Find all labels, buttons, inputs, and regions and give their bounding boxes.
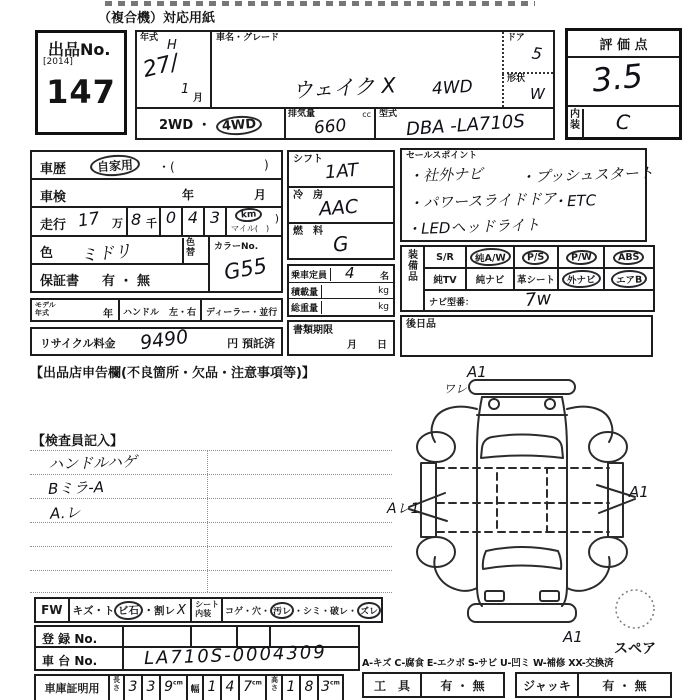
- capacity-row: [289, 266, 393, 283]
- recycle-box: [30, 327, 283, 356]
- registration-divider-0: [122, 627, 124, 646]
- height-d3-cell: [319, 676, 342, 700]
- usage-value-circled: 自家用: [89, 153, 140, 177]
- chassis-number-hw: LA710S-0004309: [143, 641, 328, 670]
- color-no-hw: G55: [222, 253, 269, 285]
- paper-note: （複合機）対応用紙: [98, 11, 216, 26]
- height-cm: cm: [330, 679, 340, 687]
- grade-box: [565, 28, 682, 140]
- mileage-digit3-cell: [205, 208, 227, 235]
- year-month-hw: 1: [181, 82, 190, 97]
- seat-options-cell: [223, 599, 381, 621]
- color-warranty-block: [32, 237, 208, 291]
- later-items-box: [400, 315, 653, 357]
- length-d3-hw: 9: [164, 679, 174, 695]
- car-damage-diagram: [385, 357, 700, 665]
- rear-lamp-left: [485, 591, 504, 601]
- equip-ps-circled: P/S: [522, 249, 550, 265]
- width-d1-hw: 1: [207, 679, 217, 695]
- equip-alloy-circled: 純A/W: [469, 247, 510, 266]
- vehicle-info-box: [135, 30, 555, 140]
- height-label: 高さ: [267, 676, 283, 700]
- payload-label: 積載量: [291, 285, 322, 298]
- height-d1-cell: [283, 676, 301, 700]
- inspector-title: 【検査員記入】: [32, 434, 124, 449]
- fuel-value-hw: G: [331, 231, 350, 257]
- length-label: 長さ: [110, 676, 125, 700]
- ac-value-hw: AAC: [318, 195, 359, 221]
- note-line-7: [30, 592, 392, 593]
- rear-bumper: [468, 604, 576, 622]
- equip-sr: [425, 247, 467, 267]
- lot-label: 出品No.: [48, 40, 111, 59]
- shaken-year-unit: 年: [182, 188, 195, 202]
- width-label: 幅: [188, 676, 204, 700]
- door-cell: [502, 32, 553, 74]
- fw-seat-box: [34, 597, 383, 623]
- documents-units: 月 日: [347, 340, 387, 351]
- fw-x-hw: X: [176, 602, 186, 618]
- shaken-label: 車検: [40, 190, 67, 205]
- mileage-man-hw: 17: [76, 208, 101, 232]
- ac-cell: [289, 188, 393, 224]
- damage-legend: A-キズ C-腐食 E-エクボ S-サビ U-凹ミ W-補修 XX-交換済: [362, 658, 614, 669]
- length-cm: cm: [173, 679, 183, 687]
- declaration-title: 【出品店申告欄(不良箇所・欠品・注意事項等)】: [30, 366, 315, 381]
- damage-mark-left: Aレ1: [387, 501, 420, 517]
- mileage-sen-cell: [128, 208, 161, 235]
- navi-model-row: [425, 287, 653, 312]
- tools-box: [362, 672, 505, 698]
- payload-unit: kg: [378, 286, 389, 296]
- inspector-note-2-hw: Bミラ-A: [47, 478, 105, 498]
- model-year-unit: 年: [103, 309, 113, 320]
- spare-tire-circle: [616, 590, 654, 628]
- mile-label: マイル( ): [231, 224, 270, 233]
- seat-label-cell: シート内装: [192, 599, 223, 621]
- gross-label: 総重量: [291, 301, 322, 314]
- sen-unit: 千: [146, 217, 157, 230]
- mileage-label: 走行: [40, 218, 67, 233]
- height-d3-hw: 3: [321, 679, 331, 695]
- front-light-right: [545, 399, 555, 409]
- inspector-note-1-hw: ハンドルハゲ: [47, 452, 138, 474]
- warranty-label: 保証書: [40, 274, 80, 289]
- mileage-digit2-cell: [183, 208, 205, 235]
- color-no-label: カラーNo.: [214, 242, 259, 252]
- length-d2-hw: 3: [146, 679, 156, 695]
- handle-label: ハンドル: [123, 308, 160, 318]
- lot-number-box: [35, 30, 127, 135]
- clipped-text-line: [105, 1, 535, 6]
- sales-item-4-hw: ・ETC: [551, 191, 597, 211]
- sales-item-1-hw: ・社外ナビ: [407, 164, 484, 186]
- drive-cell: [137, 109, 284, 140]
- equip-tv: [425, 269, 467, 289]
- equip-leather-label: 革シート: [516, 275, 555, 286]
- car-name-hw: ウェイク X: [291, 73, 397, 103]
- model-year-cell: [32, 300, 120, 320]
- registration-divider-1: [190, 627, 192, 646]
- name-label: 車名・グレード: [216, 33, 280, 43]
- later-items-label: 後日品: [406, 319, 436, 330]
- equip-aft-navi-circled: 外ナビ: [561, 269, 600, 288]
- usage-paren-close: ): [264, 158, 269, 172]
- fw-label: FW: [41, 603, 63, 617]
- height-d2-hw: 8: [304, 679, 314, 695]
- length-d1-hw: 3: [128, 679, 138, 695]
- width-d3-hw: 7: [243, 679, 253, 695]
- year-cell: [137, 32, 212, 107]
- width-d3-cell: [240, 676, 267, 700]
- ac-label: 冷 房: [293, 190, 323, 201]
- equip-airbag-circled: エアB: [611, 269, 648, 288]
- km-circled: km: [235, 207, 263, 223]
- color-change-label: 色替: [182, 238, 195, 264]
- height-d1-hw: 1: [286, 679, 296, 695]
- fuel-cell: [289, 224, 393, 258]
- car-grade-hw: 4WD: [431, 76, 474, 100]
- left-rear-wheel: [417, 537, 455, 567]
- sales-points-label: セールスポイント: [406, 151, 478, 161]
- interior-grade-hw: C: [615, 109, 631, 135]
- handle-cell: [120, 300, 202, 320]
- equip-oem-navi-label: 純ナビ: [475, 275, 505, 286]
- displacement-cell: [284, 109, 374, 140]
- equip-aft-navi: [559, 269, 605, 289]
- equip-ps: [515, 247, 559, 267]
- equip-alloy: [467, 247, 515, 267]
- height-d2-cell: [301, 676, 319, 700]
- equip-oem-navi: [467, 269, 515, 289]
- equip-sr-label: S/R: [436, 251, 454, 263]
- history-box: [30, 150, 283, 293]
- equip-pw-circled: P/W: [565, 249, 596, 265]
- damage-mark-top: A1: [467, 363, 487, 381]
- mileage-row: [32, 208, 281, 237]
- dealer-cell: [202, 300, 281, 320]
- drivetrain-box: [287, 150, 395, 260]
- model-year-box: [30, 298, 283, 322]
- month-unit: 月: [193, 93, 203, 104]
- shift-label: シフト: [293, 154, 323, 165]
- model-year-label: モデル年式: [35, 301, 56, 317]
- note-line-3: [30, 498, 392, 499]
- gross-unit: kg: [378, 302, 389, 312]
- roof-panel-dashed: [497, 468, 547, 532]
- left-rear-fender: [434, 557, 477, 591]
- warranty-row: [32, 265, 208, 291]
- width-d1-cell: [204, 676, 222, 700]
- length-d2-cell: [143, 676, 161, 700]
- equip-airbag: [605, 269, 653, 289]
- damage-mark-top-left: ワレ: [443, 382, 468, 396]
- body-right-edge: [562, 397, 567, 606]
- tools-label: 工 具: [364, 674, 422, 696]
- note-line-1: [30, 450, 392, 451]
- note-line-5: [30, 546, 392, 547]
- seat-text-2: ・シミ・破レ・: [293, 606, 357, 617]
- front-light-left: [489, 399, 499, 409]
- recycle-value-hw: 9490: [138, 325, 190, 355]
- lot-number: 147: [46, 73, 116, 111]
- displacement-hw: 660: [313, 115, 348, 139]
- shape-cell: [502, 74, 553, 107]
- registration-divider-2: [236, 627, 238, 646]
- note-divider: [207, 450, 208, 592]
- name-cell: [212, 32, 502, 107]
- door-label: ドア: [507, 33, 525, 43]
- weights-box: [287, 264, 395, 317]
- left-front-fender: [432, 407, 477, 442]
- lot-year-tag: [2014]: [43, 57, 73, 67]
- capacity-value-hw: 4: [345, 264, 355, 282]
- sales-item-2-hw: ・プッシュスタート: [519, 163, 654, 187]
- right-rear-wheel: [589, 537, 627, 567]
- rear-window: [483, 547, 561, 569]
- navi-model-label: ナビ型番：: [429, 298, 475, 308]
- mileage-man-cell: [72, 208, 128, 235]
- drive-2wd: 2WD ・: [159, 118, 211, 133]
- fw-label-cell: [36, 599, 70, 621]
- shift-cell: [289, 152, 393, 188]
- grade-label: 評 価 点: [568, 34, 679, 58]
- equipment-box: [400, 245, 655, 312]
- chassis-divider: [122, 648, 124, 669]
- fw-text-circled: ビ石: [114, 600, 144, 620]
- shift-value-hw: 1AT: [324, 159, 360, 184]
- jack-box: [515, 672, 672, 698]
- garage-label-cell: 車庫証明用: [36, 676, 110, 700]
- mileage-unit-cell: [227, 208, 281, 235]
- note-line-4: [30, 522, 392, 523]
- body-left-edge: [477, 397, 482, 606]
- fuel-label: 燃 料: [293, 226, 323, 237]
- door-value-hw: 5: [530, 43, 544, 64]
- man-unit: 万: [112, 217, 123, 230]
- width-d2-hw: 4: [225, 679, 235, 695]
- note-line-2: [30, 474, 392, 475]
- equip-pw: [559, 247, 605, 267]
- inspector-note-3-hw: A.レ: [49, 503, 81, 523]
- equipment-row-1: [425, 247, 653, 269]
- model-code-cell: [374, 109, 553, 140]
- color-value-hw: ミドリ: [79, 241, 133, 267]
- length-d3-cell: [161, 676, 188, 700]
- model-code-label: 型式: [379, 109, 398, 119]
- grade-score-hw: 3.5: [590, 56, 645, 100]
- usage-label: 車歴: [40, 162, 67, 177]
- length-d1-cell: [125, 676, 143, 700]
- equip-abs: [605, 247, 653, 267]
- jack-label: ジャッキ: [517, 674, 579, 696]
- usage-paren-open: ・(: [158, 160, 175, 174]
- garage-box: [34, 674, 344, 700]
- windshield: [481, 435, 563, 459]
- equipment-label: 装備品: [402, 247, 425, 310]
- mileage-digit1-hw: 0: [165, 208, 177, 227]
- color-row: [32, 237, 208, 265]
- registration-box: [34, 625, 360, 671]
- registration-label: 登 録 No.: [42, 632, 98, 646]
- shaken-month-unit: 月: [254, 188, 267, 202]
- shape-label: 形状: [507, 74, 526, 84]
- model-code-hw: DBA -LA710S: [405, 110, 526, 141]
- equip-abs-circled: ABS: [613, 249, 645, 265]
- color-label: 色: [40, 246, 54, 261]
- mile-paren-close: ): [274, 212, 279, 225]
- mileage-digit3-hw: 3: [209, 208, 221, 227]
- spare-label: スペア: [614, 641, 656, 657]
- recycle-label: リサイクル料金: [40, 337, 116, 350]
- rear-lamp-right: [540, 591, 559, 601]
- vehicle-bottom-row: [137, 107, 553, 141]
- left-front-wheel: [417, 432, 455, 462]
- equip-tv-label: 純TV: [433, 275, 457, 286]
- displacement-label: 排気量: [288, 109, 316, 119]
- right-front-wheel: [589, 432, 627, 462]
- jack-options: 有 ・ 無: [602, 678, 647, 693]
- year-value-hw: 27/: [140, 50, 181, 83]
- seat-text-circled-1: 汚レ: [270, 601, 295, 619]
- damage-mark-bottom: A1: [563, 628, 583, 646]
- usage-row: [32, 152, 281, 180]
- width-cm: cm: [252, 679, 262, 687]
- mileage-digit2-hw: 4: [187, 208, 199, 227]
- equip-leather: [515, 269, 559, 289]
- width-d2-cell: [222, 676, 240, 700]
- equipment-row-2: [425, 269, 653, 291]
- seat-text-1: コゲ・穴・: [224, 606, 270, 617]
- seat-text-circled-2: ズレ: [357, 601, 382, 619]
- navi-model-hw: 7w: [524, 287, 553, 312]
- warranty-options: 有 ・ 無: [102, 274, 151, 289]
- year-era-hw: H: [167, 38, 177, 53]
- fw-text-1: キズ・ト: [72, 604, 115, 617]
- drive-4wd-circled: 4WD: [215, 114, 262, 136]
- color-no-cell: [208, 237, 281, 291]
- mileage-digit1-cell: [161, 208, 183, 235]
- year-label: 年式: [140, 33, 159, 43]
- sales-points-box: [400, 148, 654, 242]
- recycle-unit: 円 預託済: [227, 337, 275, 350]
- fw-options-cell: [70, 599, 192, 621]
- fw-text-2: ・割レ: [143, 604, 175, 617]
- sales-item-3-hw: ・パワースライドドア: [407, 189, 557, 213]
- shape-value-hw: W: [530, 85, 545, 103]
- damage-mark-right: A1: [629, 483, 649, 501]
- mileage-sen-hw: 8: [131, 210, 142, 229]
- displacement-unit: cc: [362, 110, 371, 119]
- front-bumper: [469, 380, 575, 394]
- right-front-fender: [567, 407, 612, 442]
- right-rear-fender: [567, 557, 610, 591]
- right-door-panel: [608, 463, 623, 537]
- payload-row: [289, 283, 393, 299]
- sales-item-5-hw: ・LEDヘッドライト: [405, 215, 541, 239]
- interior-row: [568, 105, 679, 137]
- capacity-label: 乗車定員: [291, 268, 331, 281]
- gross-row: [289, 299, 393, 315]
- dealer-options: ディーラー・並行: [206, 308, 278, 318]
- shaken-row: [32, 180, 281, 208]
- handle-options: 左・右: [168, 308, 196, 318]
- chassis-row: [36, 641, 358, 670]
- chassis-label: 車 台 No.: [42, 654, 98, 668]
- documents-label: 書類期限: [293, 325, 333, 336]
- capacity-unit: 名: [379, 272, 389, 282]
- documents-box: [287, 320, 395, 356]
- interior-label: 内装: [570, 109, 584, 139]
- tools-options: 有 ・ 無: [440, 678, 485, 693]
- note-line-6: [30, 570, 392, 571]
